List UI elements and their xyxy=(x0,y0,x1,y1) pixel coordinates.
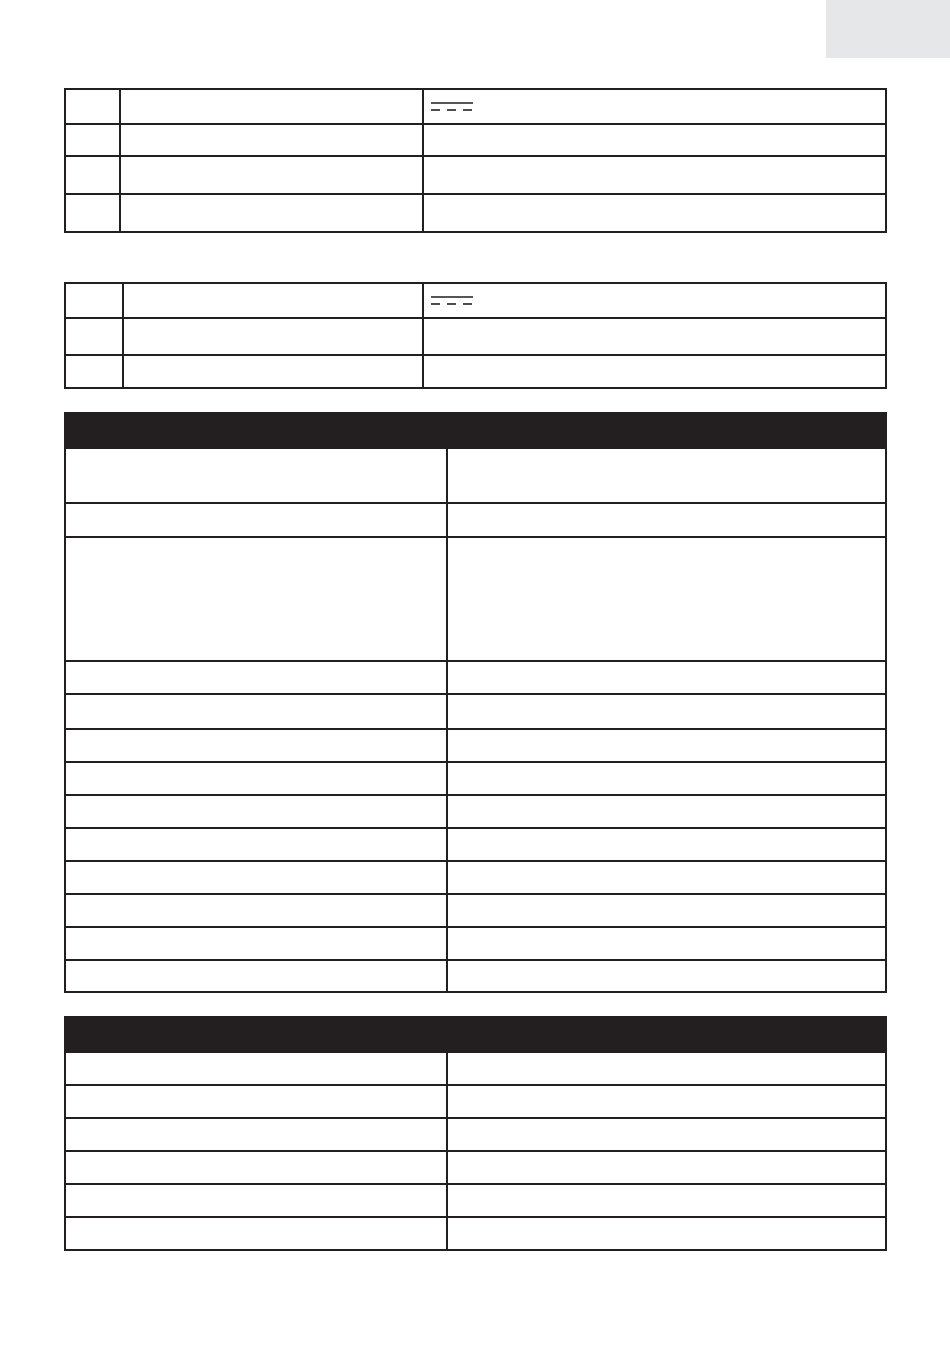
row-label xyxy=(65,894,447,927)
table-row xyxy=(65,156,886,194)
row-value xyxy=(447,1184,886,1217)
table-row xyxy=(65,318,886,355)
table-row xyxy=(65,1151,886,1184)
row-label xyxy=(65,1217,447,1250)
row-label xyxy=(120,124,423,156)
table-row xyxy=(65,1118,886,1151)
table-row xyxy=(65,448,886,503)
row-label xyxy=(65,1052,447,1085)
row-value xyxy=(447,1217,886,1250)
row-value xyxy=(447,927,886,960)
dc-current-icon xyxy=(430,100,474,114)
table-header xyxy=(65,413,886,448)
row-value xyxy=(423,156,886,194)
row-label xyxy=(120,194,423,232)
table-row xyxy=(65,927,886,960)
row-label xyxy=(123,355,423,388)
table-row xyxy=(65,795,886,828)
row-value xyxy=(423,194,886,232)
row-value xyxy=(447,694,886,729)
table-row xyxy=(65,283,886,318)
table-row xyxy=(65,537,886,661)
row-value xyxy=(447,661,886,694)
row-label xyxy=(65,1118,447,1151)
row-value xyxy=(447,795,886,828)
row-label xyxy=(65,795,447,828)
row-value xyxy=(447,1085,886,1118)
table-header xyxy=(65,1017,886,1052)
row-label xyxy=(65,729,447,762)
row-number xyxy=(65,89,120,124)
row-value xyxy=(447,828,886,861)
row-label xyxy=(123,283,423,318)
table-row xyxy=(65,503,886,537)
row-value xyxy=(447,894,886,927)
row-label xyxy=(65,927,447,960)
table-row xyxy=(65,1184,886,1217)
table-row xyxy=(65,894,886,927)
row-value xyxy=(447,448,886,503)
numbered-table-a xyxy=(64,88,887,233)
row-value xyxy=(447,729,886,762)
table-header-row xyxy=(65,1017,886,1052)
row-value xyxy=(423,355,886,388)
row-label xyxy=(120,156,423,194)
row-number xyxy=(65,318,123,355)
row-label xyxy=(65,828,447,861)
row-number xyxy=(65,355,123,388)
row-label xyxy=(65,762,447,795)
dc-current-icon xyxy=(430,294,474,308)
table-row xyxy=(65,1052,886,1085)
table-row xyxy=(65,661,886,694)
row-label xyxy=(65,503,447,537)
table-row xyxy=(65,694,886,729)
spec-table-d xyxy=(64,1016,887,1251)
row-value xyxy=(447,960,886,992)
table-row xyxy=(65,1217,886,1250)
spec-table-c xyxy=(64,412,887,993)
table-row xyxy=(65,1085,886,1118)
row-value xyxy=(447,1151,886,1184)
row-label xyxy=(120,89,423,124)
row-label xyxy=(65,960,447,992)
row-value xyxy=(447,537,886,661)
table-row xyxy=(65,124,886,156)
row-label xyxy=(65,537,447,661)
table-row xyxy=(65,194,886,232)
language-tab xyxy=(826,0,950,58)
row-label xyxy=(65,1085,447,1118)
row-label xyxy=(123,318,423,355)
row-value xyxy=(423,318,886,355)
row-number xyxy=(65,283,123,318)
table-row xyxy=(65,960,886,992)
row-label xyxy=(65,448,447,503)
row-number xyxy=(65,194,120,232)
table-row xyxy=(65,828,886,861)
row-value xyxy=(447,503,886,537)
row-value xyxy=(423,124,886,156)
row-value xyxy=(447,861,886,894)
table-row xyxy=(65,89,886,124)
row-number xyxy=(65,124,120,156)
row-value xyxy=(423,89,886,124)
row-value xyxy=(447,762,886,795)
table-row xyxy=(65,762,886,795)
table-header-row xyxy=(65,413,886,448)
table-row xyxy=(65,861,886,894)
row-number xyxy=(65,156,120,194)
table-row xyxy=(65,729,886,762)
row-value xyxy=(423,283,886,318)
row-label xyxy=(65,1184,447,1217)
row-label xyxy=(65,1151,447,1184)
row-label xyxy=(65,861,447,894)
row-label xyxy=(65,694,447,729)
numbered-table-b xyxy=(64,282,887,389)
row-label xyxy=(65,661,447,694)
row-value xyxy=(447,1052,886,1085)
table-row xyxy=(65,355,886,388)
row-value xyxy=(447,1118,886,1151)
